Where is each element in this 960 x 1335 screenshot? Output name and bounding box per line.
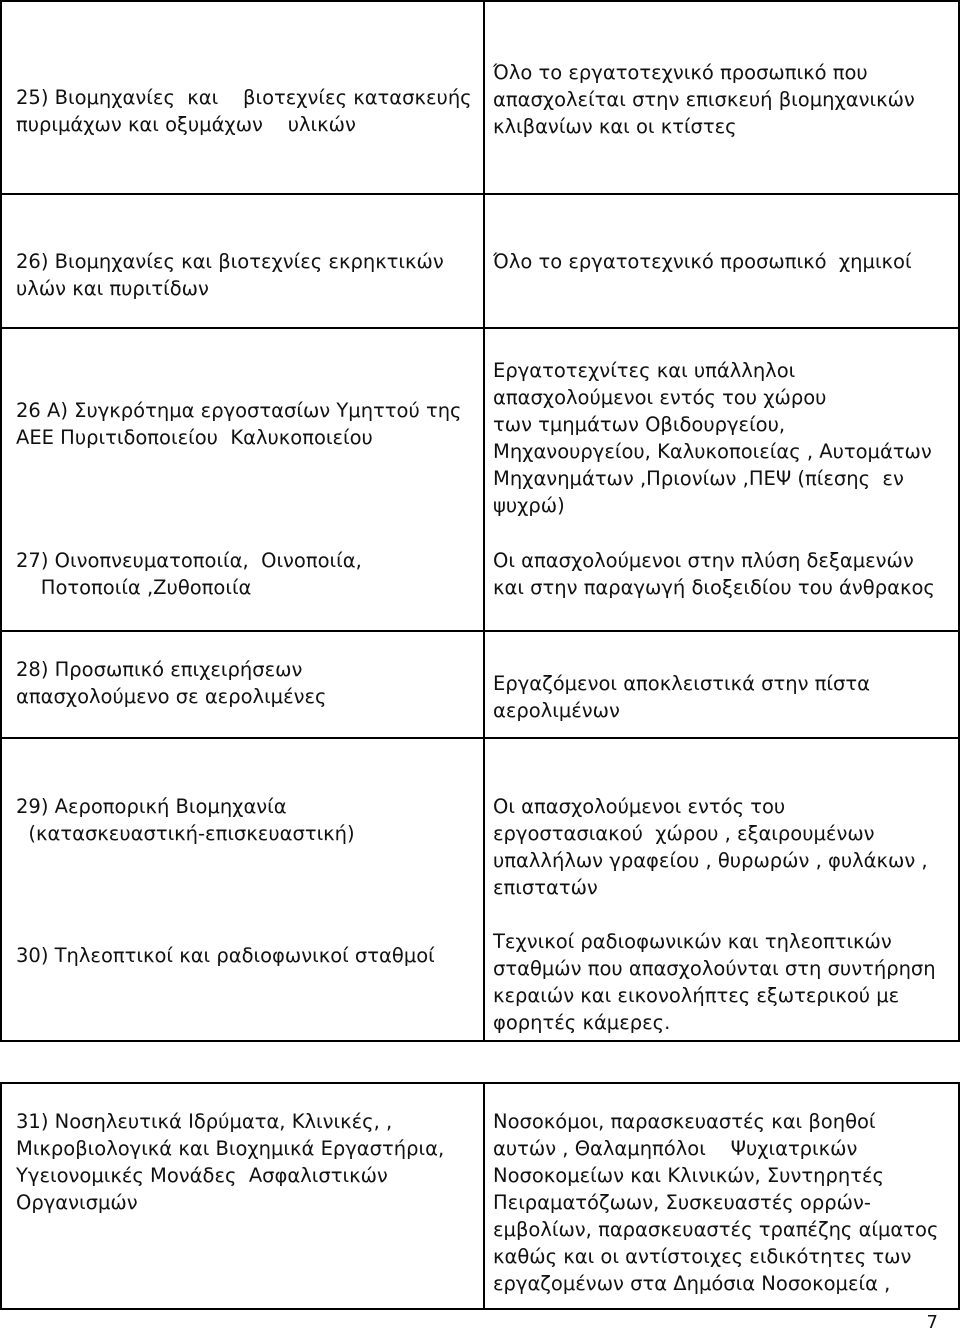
column-divider <box>483 2 485 1040</box>
column-divider <box>483 1084 485 1308</box>
table-cell-personnel: Οι απασχολούμενοι στην πλύση δεξαμενών και στην παραγωγή διοξειδίου του άνθρακος <box>493 549 935 599</box>
table-cell-category: 30) Τηλεοπτικοί και ραδιοφωνικοί σταθμοί <box>16 944 435 967</box>
table-cell-personnel: Εργαζόμενοι αποκλειστικά στην πίστα αερολιμένων <box>493 672 870 722</box>
row-divider <box>2 193 958 195</box>
second-table <box>0 1082 960 1310</box>
table-cell-personnel: Οι απασχολούμενοι εντός του εργοστασιακού χώρου , εξαιρουμένων υπαλλήλων γραφείου , θυρωρών , φυλάκων , επιστατών <box>493 795 928 899</box>
table-cell-personnel: Όλο το εργατοτεχνικό προσωπικό που απασχολείται στην επισκευή βιομηχανικών κλιβανίων και οι κτίστες <box>493 61 915 138</box>
row-divider <box>2 737 958 739</box>
row-divider <box>2 327 958 329</box>
table-cell-personnel: Τεχνικοί ραδιοφωνικών και τηλεοπτικών σταθμών που απασχολούνται στη συντήρηση κεραιών και εικονολήπτες εξωτερικού με φορητές κάμερες. <box>493 930 936 1034</box>
row-divider <box>2 630 958 632</box>
table-cell-category: 26 Α) Συγκρότημα εργοστασίων Υμηττού της ΑΕΕ Πυριτιδοποιείου Καλυκοποιείου <box>16 399 462 449</box>
table-cell-category: 26) Βιομηχανίες και βιοτεχνίες εκρηκτικών υλών και πυριτίδων <box>16 250 444 300</box>
table-cell-category: 29) Αεροπορική Βιομηχανία (κατασκευαστική-επισκευαστική) <box>16 795 355 845</box>
table-cell-personnel: Εργατοτεχνίτες και υπάλληλοι απασχολούμενοι εντός του χώρου των τμημάτων Οβιδουργείου, Μηχανουργείου, Καλυκοποιείας , Αυτομάτων Μηχανημάτων ,Πριονίων ,ΠΕΨ (πίεσης εν ψυχρώ) <box>493 359 932 517</box>
table-cell-category: 31) Νοσηλευτικά Ιδρύματα, Κλινικές, , Μικροβιολογικά και Βιοχημικά Εργαστήρια, Υγειονομικές Μονάδες Ασφαλιστικών Οργανισμών <box>16 1110 445 1214</box>
table-cell-personnel: Νοσοκόμοι, παρασκευαστές και βοηθοί αυτών , Θαλαμηπόλοι Ψυχιατρικών Νοσοκομείων και Κλινικών, Συντηρητές Πειραματόζωων, Συσκευαστές ορρών- εμβολίων, παρασκευαστές τραπέζης αίματος καθώς και οι αντίστοιχες ειδικότητες των εργαζομένων στα Δημόσια Νοσοκομεία , <box>493 1110 939 1295</box>
table-cell-personnel: Όλο το εργατοτεχνικό προσωπικό χημικοί <box>493 250 912 273</box>
table-cell-category: 27) Οινοπνευματοποιία, Οινοποιία, Ποτοποιία ,Ζυθοποιία <box>16 549 362 599</box>
page-number: 7 <box>926 1312 938 1333</box>
table-cell-category: 25) Βιομηχανίες και βιοτεχνίες κατασκευής πυριμάχων και οξυμάχων υλικών <box>16 86 472 136</box>
table-cell-category: 28) Προσωπικό επιχειρήσεων απασχολούμενο σε αερολιμένες <box>16 658 327 708</box>
